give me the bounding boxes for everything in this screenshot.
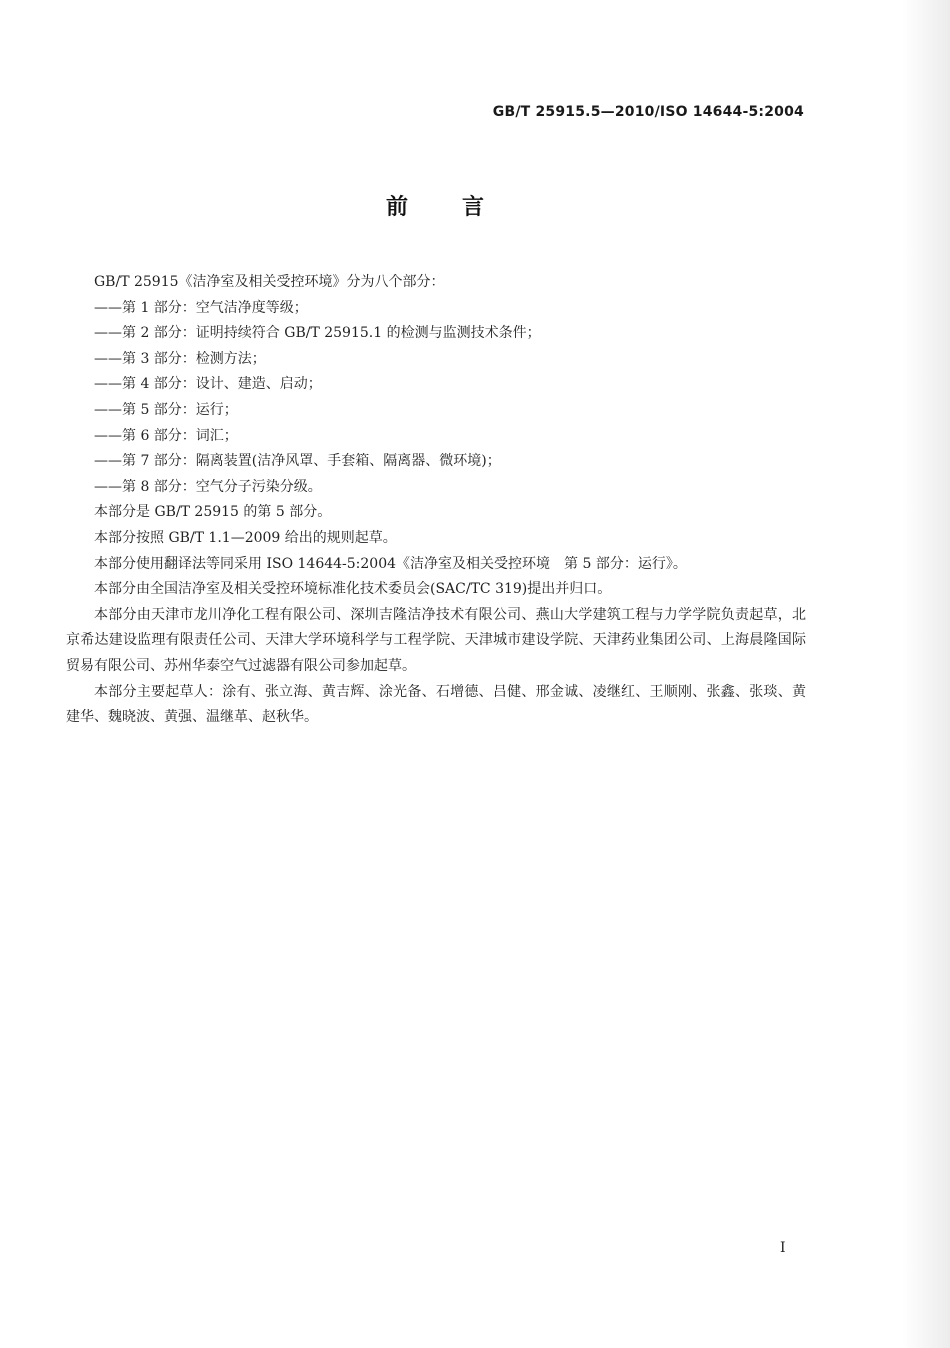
- paragraph-part-number: 本部分是 GB/T 25915 的第 5 部分。: [94, 504, 332, 521]
- list-item: ——第 5 部分：运行；: [94, 401, 238, 418]
- list-item: ——第 7 部分：隔离装置(洁净风罩、手套箱、隔离器、微环境)；: [94, 453, 501, 470]
- list-item: ——第 8 部分：空气分子污染分级。: [94, 478, 322, 495]
- page-edge-shadow: [902, 0, 950, 1348]
- list-item: ——第 3 部分：检测方法；: [94, 350, 266, 367]
- paragraph-drafters: 本部分主要起草人：涂有、张立海、黄吉辉、涂光备、石增德、吕健、邢金诚、凌继红、王顺刚、张鑫、张琰、黄建华、魏晓波、黄强、温继革、赵秋华。: [66, 683, 806, 726]
- foreword-body: [66, 270, 806, 731]
- paragraph-drafting-units: 本部分由天津市龙川净化工程有限公司、深圳吉隆洁净技术有限公司、燕山大学建筑工程与力学学院负责起草，北京希达建设监理有限责任公司、天津大学环境科学与工程学院、天津城市建设学院、天津药业集团公司、上海晨隆国际贸易有限公司、苏州华泰空气过滤器有限公司参加起草。: [66, 606, 806, 674]
- paragraph-drafting-rules: 本部分按照 GB/T 1.1—2009 给出的规则起草。: [94, 529, 397, 546]
- paragraph-committee: 本部分由全国洁净室及相关受控环境标准化技术委员会(SAC/TC 319)提出并归口。: [94, 581, 612, 598]
- list-item: ——第 4 部分：设计、建造、启动；: [94, 376, 322, 393]
- paragraph-adoption: 本部分使用翻译法等同采用 ISO 14644-5:2004《洁净室及相关受控环境 第 5 部分：运行》。: [94, 555, 687, 572]
- list-item: ——第 2 部分：证明持续符合 GB/T 25915.1 的检测与监测技术条件；: [94, 325, 541, 342]
- list-item: ——第 6 部分：词汇；: [94, 427, 238, 444]
- parts-list: [66, 296, 806, 501]
- page-number: I: [780, 1240, 786, 1256]
- intro-paragraph: GB/T 25915《洁净室及相关受控环境》分为八个部分：: [94, 274, 445, 290]
- standard-code-header: GB/T 25915.5—2010/ISO 14644-5:2004: [492, 104, 804, 120]
- list-item: ——第 1 部分：空气洁净度等级；: [94, 299, 308, 316]
- page-title: 前言: [385, 195, 538, 220]
